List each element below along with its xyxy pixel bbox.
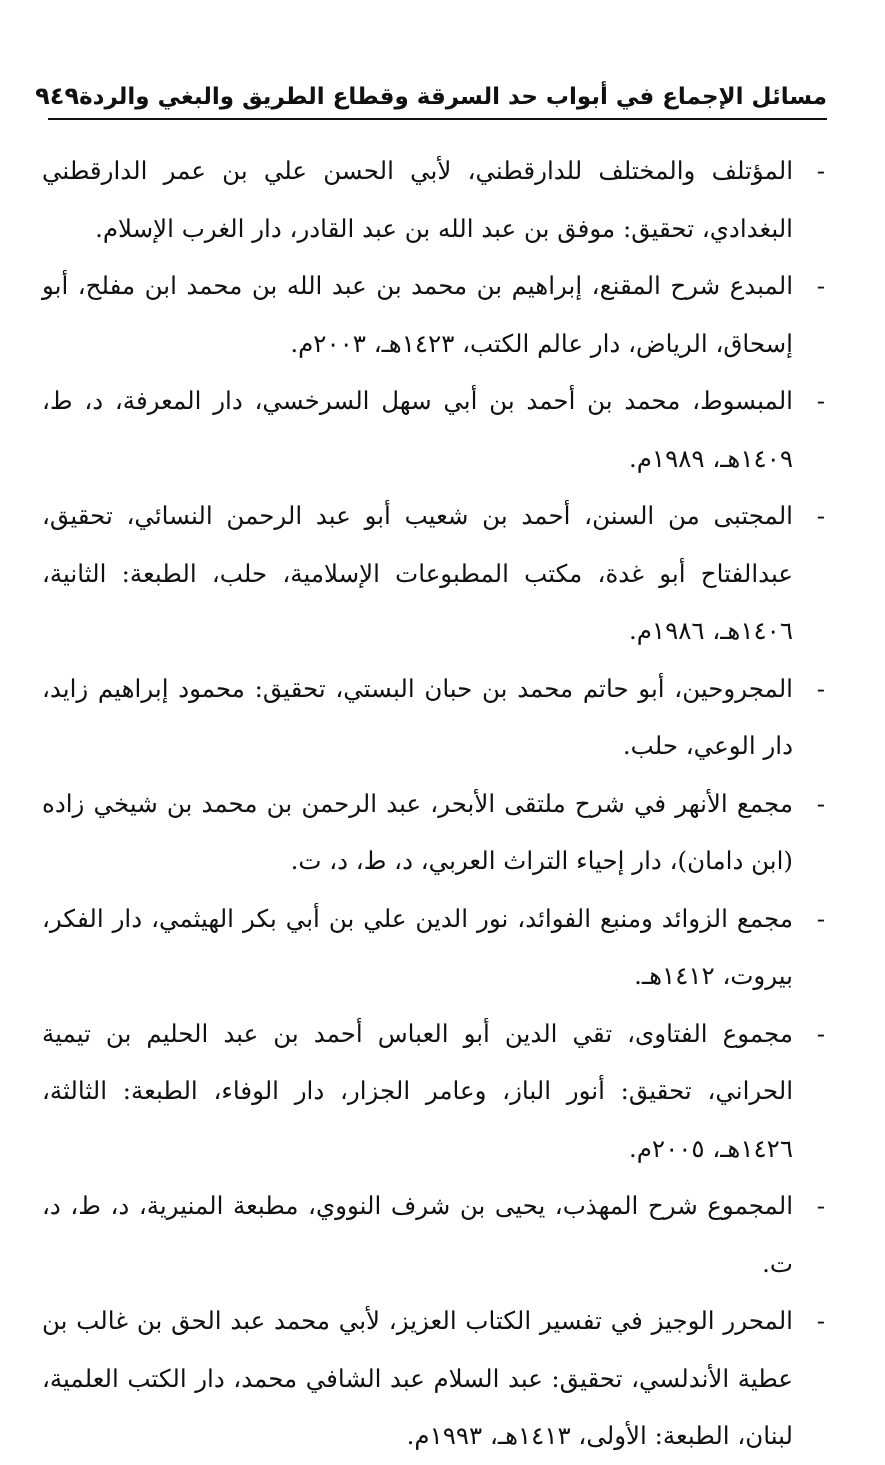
entry-dash: -: [816, 156, 825, 185]
entry-text: المبدع شرح المقنع، إبراهيم بن محمد بن عبد الله بن محمد ابن مفلح، أبو إسحاق، الرياض، دار عالم الكتب، ١٤٢٣هـ، ٢٠٠٣م.: [42, 271, 793, 358]
bibliography-entry: [42, 660, 827, 775]
entry-text: مجمع الزوائد ومنبع الفوائد، نور الدين علي بن أبي بكر الهيثمي، دار الفكر، بيروت، ١٤١٢هـ.: [42, 903, 793, 990]
bibliography-list: [42, 142, 827, 1465]
bibliography-entry: [42, 257, 827, 372]
bibliography-entry: [42, 372, 827, 487]
header-rule: [48, 118, 827, 120]
entry-dash: -: [816, 386, 825, 415]
bibliography-entry: [42, 487, 827, 660]
entry-text: المجتبى من السنن، أحمد بن شعيب أبو عبد الرحمن النسائي، تحقيق، عبدالفتاح أبو غدة، مكتب المطبوعات الإسلامية، حلب، الطبعة: الثانية، ١٤٠٦هـ، ١٩٨٦م.: [42, 501, 793, 645]
bibliography-entry: [42, 1177, 827, 1292]
entry-dash: -: [816, 673, 825, 703]
entry-text: المجموع شرح المهذب، يحيى بن شرف النووي، مطبعة المنيرية، د، ط، د، ت.: [42, 1191, 793, 1278]
entry-text: مجموع الفتاوى، تقي الدين أبو العباس أحمد بن عبد الحليم بن تيمية الحراني، تحقيق: أنور الباز، وعامر الجزار، دار الوفاء، الطبعة: الثالثة، ١٤٢٦هـ، ٢٠٠٥م.: [42, 1018, 793, 1163]
entry-text: المحرر الوجيز في تفسير الكتاب العزيز، لأبي محمد عبد الحق بن غالب بن عطية الأندلسي، تحقيق: عبد السلام عبد الشافي محمد، دار الكتب العلمية، لبنان، الطبعة: الأولى، ١٤١٣هـ، ١٩٩٣م.: [42, 1306, 793, 1450]
bibliography-entry: [42, 142, 827, 257]
entry-text: المجروحين، أبو حاتم محمد بن حبان البستي، تحقيق: محمود إبراهيم زايد، دار الوعي، حلب.: [42, 673, 793, 760]
bibliography-entry: [42, 890, 827, 1005]
entry-text: مجمع الأنهر في شرح ملتقى الأبحر، عبد الرحمن بن محمد بن شيخي زاده (ابن دامان)، دار إحياء التراث العربي، د، ط، د، ت.: [42, 788, 793, 875]
entry-text: المؤتلف والمختلف للدارقطني، لأبي الحسن علي بن عمر الدارقطني البغدادي، تحقيق: موفق بن عبد الله بن عبد القادر، دار الغرب الإسلام.: [42, 156, 793, 243]
entry-text: المبسوط، محمد بن أحمد بن أبي سهل السرخسي، دار المعرفة، د، ط، ١٤٠٩هـ، ١٩٨٩م.: [42, 386, 793, 473]
entry-dash: -: [816, 1018, 825, 1048]
entry-dash: -: [816, 501, 825, 530]
page-number: ٩٤٩: [35, 82, 80, 110]
entry-dash: -: [816, 1306, 825, 1335]
entry-dash: -: [816, 903, 825, 933]
bibliography-entry: [42, 775, 827, 890]
entry-dash: -: [816, 788, 825, 818]
bibliography-entry: [42, 1005, 827, 1178]
entry-dash: -: [816, 271, 825, 300]
bibliography-entry: [42, 1292, 827, 1465]
entry-dash: -: [816, 1191, 825, 1220]
running-title: مسائل الإجماع في أبواب حد السرقة وقطاع الطريق والبغي والردة: [79, 84, 827, 110]
running-header: [35, 62, 827, 110]
